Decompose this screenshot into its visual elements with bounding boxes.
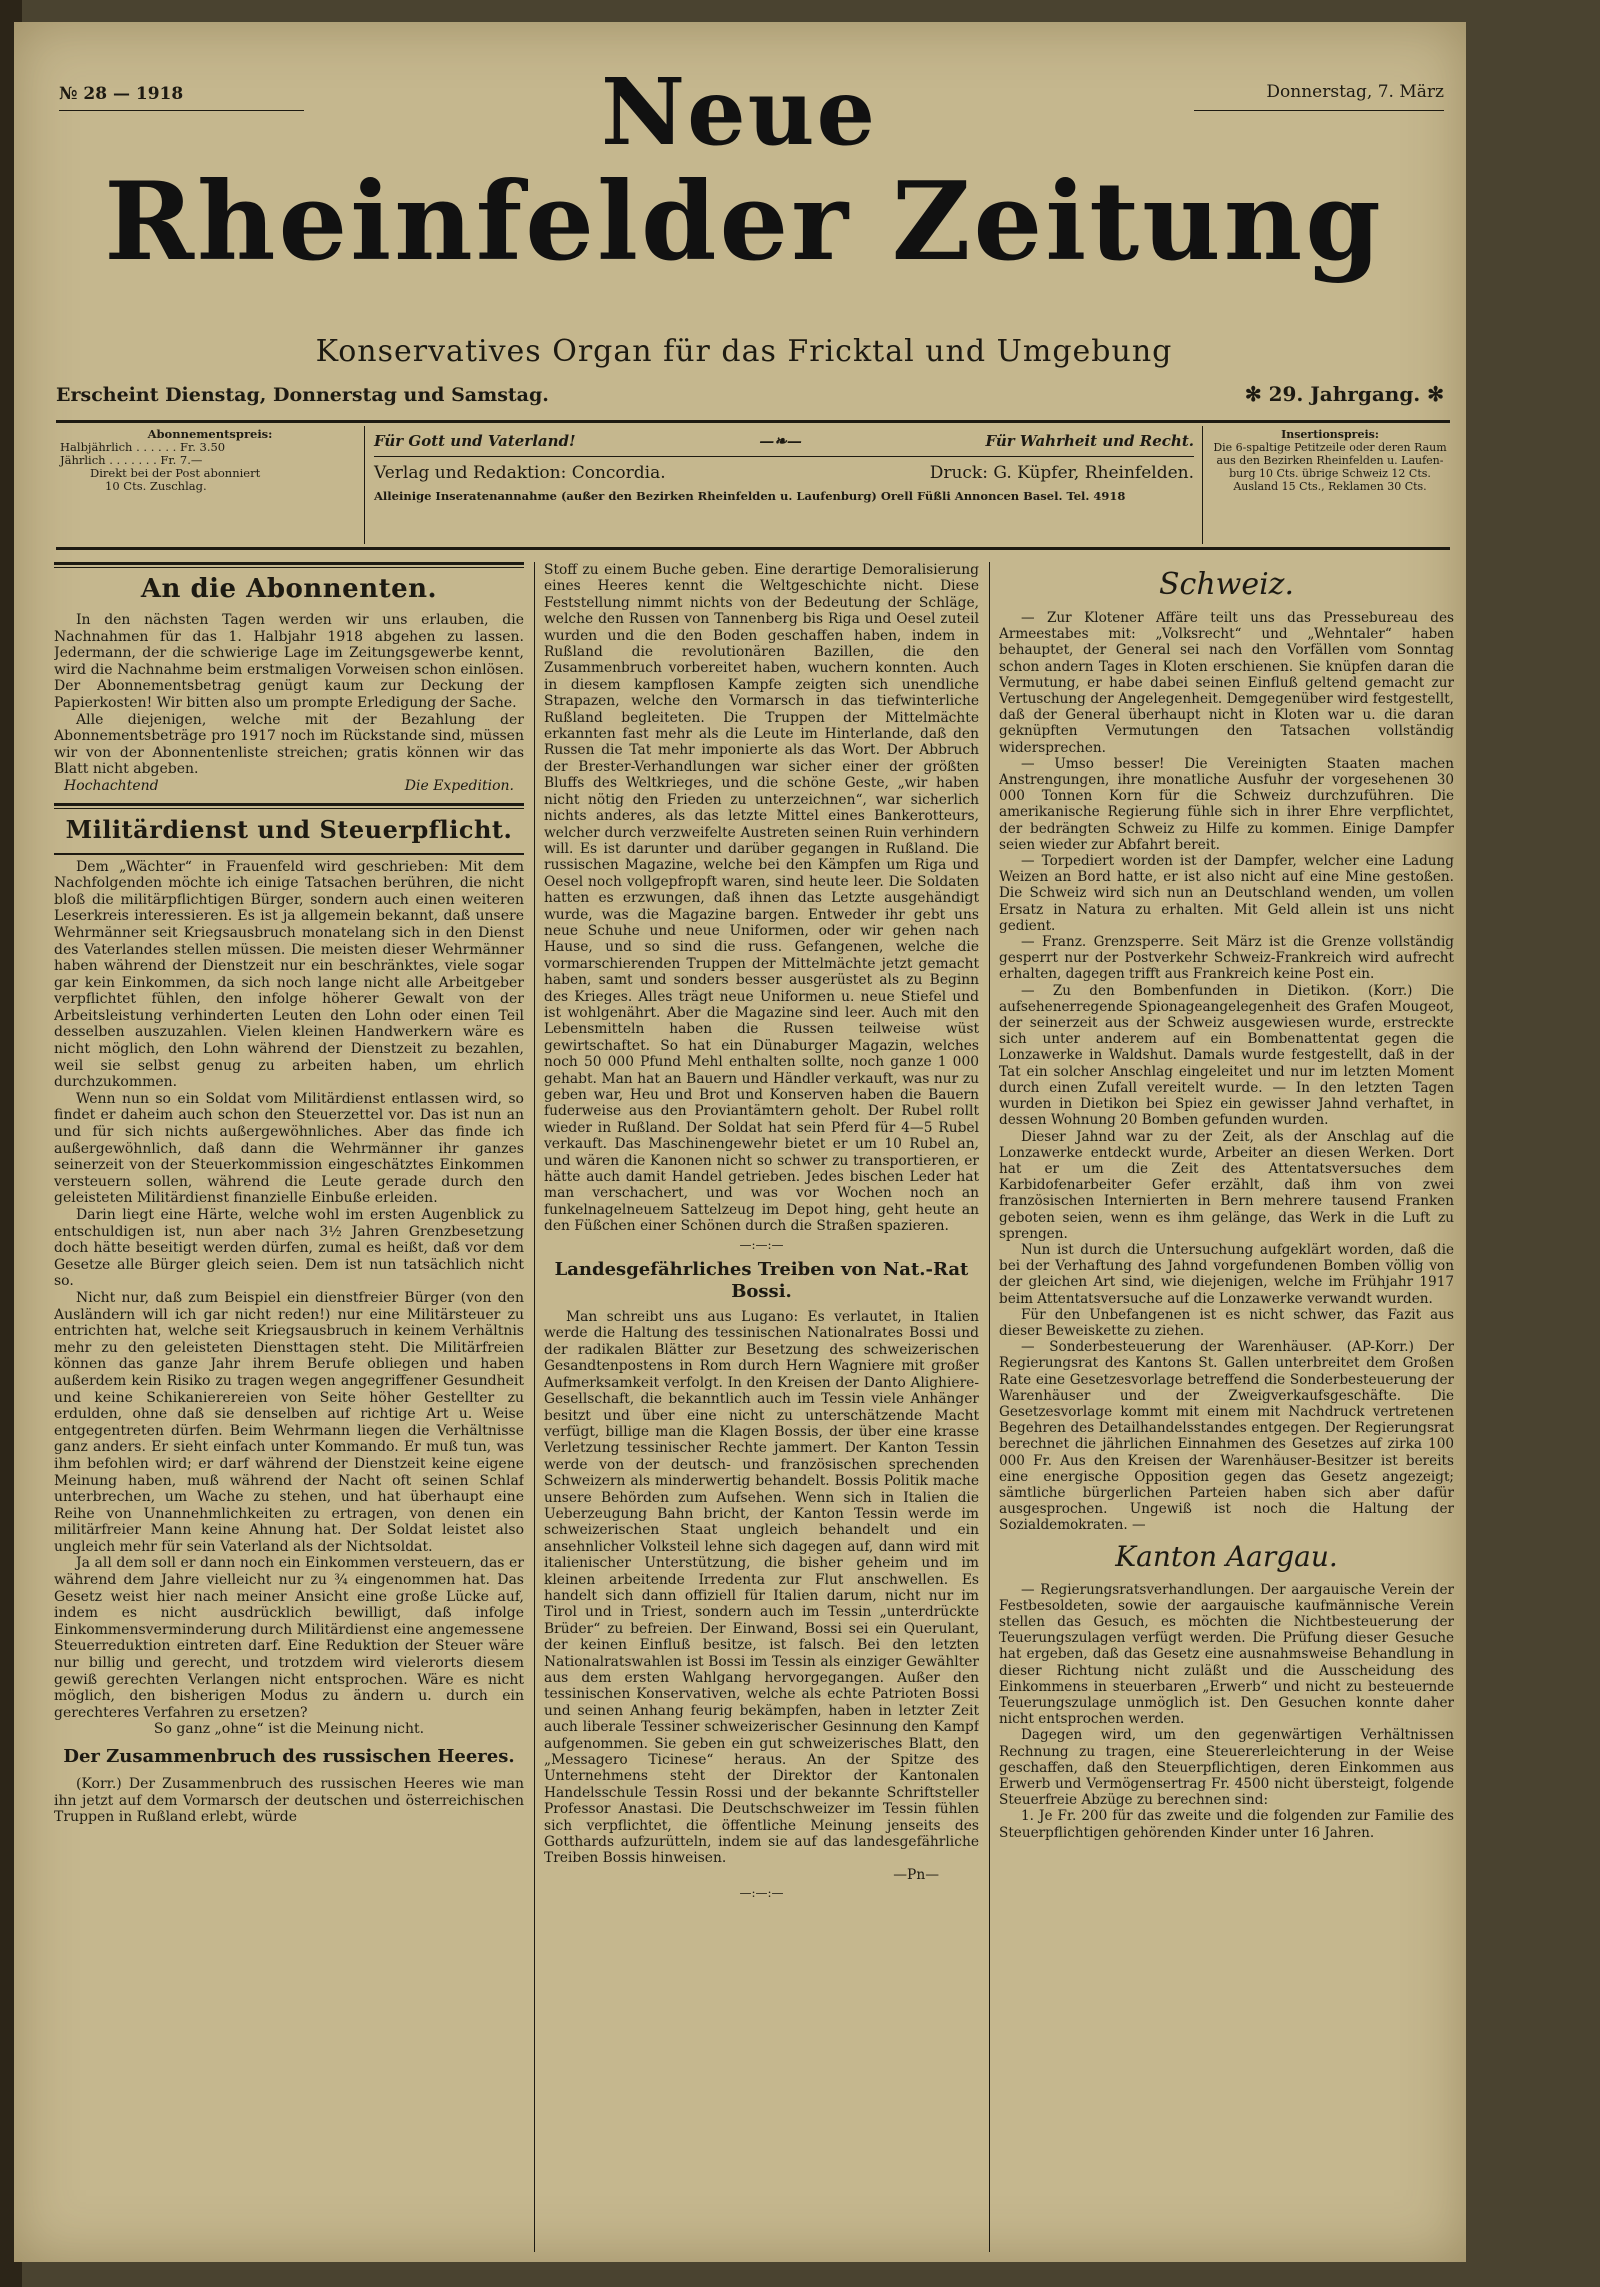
article-paragraph: — Franz. Grenzsperre. Seit März ist die Grenze vollständig gesperrt nur der Postverkehr Schweiz-Frankreich wird aufrecht erhalten, dagegen trifft aus Frankreich keine Post ein.	[999, 934, 1454, 983]
section-separator: —:—:—	[739, 1886, 784, 1901]
subscription-line: Halbjährlich . . . . . . Fr. 3.50	[60, 440, 226, 454]
article-heading: Landesgefährliches Treiben von Nat.-Rat Bossi.	[554, 1259, 969, 1303]
article-paragraph: Alle diejenigen, welche mit der Bezahlung der Abonnementsbeträge pro 1917 noch im Rückstande sind, müssen wir von der Abonnentenliste streichen; gratis können wir das Blatt nicht abgeben.	[54, 711, 524, 778]
heading-rule	[54, 562, 524, 568]
article-paragraph: Dagegen wird, um den gegenwärtigen Verhältnissen Rechnung zu tragen, eine Steuererleichterung in der Weise geschaffen, daß den Steuerpflichtigen, deren Einkommen aus Erwerb und Vermögensertrag Fr. 4500 nicht übersteigt, folgende Steuerfreie Abzüge zu berechnen sind:	[999, 1727, 1454, 1809]
masthead-subtitle: Konservatives Organ für das Fricktal und Umgebung	[315, 334, 1173, 369]
article-paragraph: — Sonderbesteuerung der Warenhäuser. (AP-Korr.) Der Regierungsrat des Kantons St. Gallen unterbreitet dem Großen Rate eine Gesetzesvorlage betreffend die Sonderbesteuerung der Warenhäuser und der Zweigverkaufsgeschäfte. Die Gesetzesvorlage kommt mit einem mit Nachdruck vertretenen Begehren des Detailhandelsstandes entgegen. Der Regierungsrat berechnet die jährlichen Einnahmen des Gesetzes auf zirka 100 000 Fr. Aus den Kreisen der Warenhäuser-Besitzer ist bereits eine energische Opposition gegen das Gesetz angezeigt; sämtliche bürgerlichen Parteien haben sich aber dafür ausgesprochen. Ungewiß ist noch die Haltung der Sozialdemokraten. —	[999, 1339, 1454, 1534]
printer-line: Druck: G. Küpfer, Rheinfelden.	[929, 463, 1194, 483]
article-paragraph: — Torpediert worden ist der Dampfer, welcher eine Ladung Weizen an Bord hatte, er ist also nicht auf eine Mine gestoßen. Die Schweiz wird sich nun an Deutschland wenden, um vollen Ersatz in Natura zu erhalten. Mit Geld allein ist uns nicht gedient.	[999, 853, 1454, 934]
article-heading: An die Abonnenten.	[140, 574, 438, 604]
issue-number: № 28 — 1918	[59, 84, 184, 104]
motto-right: Für Wahrheit und Recht.	[985, 432, 1194, 450]
info-bar-bottom-rule	[56, 547, 1450, 550]
signature-line	[54, 778, 524, 795]
masthead-title-line2: Rheinfelder Zeitung	[104, 159, 1384, 285]
article-paragraph: Nicht nur, daß zum Beispiel ein dienstfreier Bürger (von den Ausländern will ich gar nicht reden!) nur eine Militärsteuer zu entrichten hat, welche seit Kriegsausbruch in keinem Verhältnis mehr zu den geleisteten Diensttagen steht. Die Militärfreien können das ganze Jahr ihrem Berufe obliegen und haben außerdem kein Risiko zu tragen wegen angegriffener Gesundheit und keine Schikanierereien von Seite höher Gestellter zu erdulden, ohne daß sie denselben auf richtige Art u. Weise entgegentreten dürfen. Beim Wehrmann liegen die Verhältnisse ganz anders. Er sieht einfach unter Kommando. Er muß tun, was ihm befohlen wird; er darf während der Dienstzeit keine eigene Meinung haben, muß während der Nacht oft seinen Schlaf unterbrechen, um Wache zu stehen, und hat überhaupt eine Reihe von Unannehmlichkeiten zu ertragen, von denen ein militärfreier Mann keine Ahnung hat. Der Soldat leistet also ungleich mehr für sein Vaterland als der Nichtsoldat.	[54, 1289, 524, 1555]
publisher-line: Verlag und Redaktion: Concordia.	[374, 463, 666, 483]
section-heading: Schweiz.	[1158, 567, 1295, 602]
article-heading: Militärdienst und Steuerpflicht.	[65, 814, 513, 844]
subscription-line: Jährlich . . . . . . . Fr. 7.—	[60, 453, 203, 467]
article-paragraph: Für den Unbefangenen ist es nicht schwer, das Fazit aus dieser Beweiskette zu ziehen.	[999, 1306, 1454, 1339]
article-paragraph: 1. Je Fr. 200 für das zweite und die folgenden zur Familie des Steuerpflichtigen gehörenden Kinder unter 16 Jahren.	[999, 1808, 1454, 1841]
masthead-title-line1: Neue	[600, 58, 878, 166]
issue-date: Donnerstag, 7. März	[1266, 82, 1444, 102]
article-paragraph: Man schreibt uns aus Lugano: Es verlautet, in Italien werde die Haltung des tessinischen Nationalrates Bossi und der radikalen Blätter zur Besetzung des schweizerischen Gesandtenpostens in Rom durch Hern Wagniere mit großer Aufmerksamkeit verfolgt. In den Kreisen der Danto Alighiere-Gesellschaft, die bekanntlich auch im Tessin viele Anhänger besitzt und über eine nicht zu unterschätzende Macht verfügt, billige man die Klagen Bossis, der über eine krasse Verletzung tessinischer Rechte jammert. Der Kanton Tessin werde von der deutsch- und französischen sprechenden Schweizern als minderwertig behandelt. Bossis Politik mache unsere Behörden zum Aufsehen. Wenn sich in Italien die Ueberzeugung Bahn bricht, der Kanton Tessin werde im schweizerischen Staat ungleich behandelt und ein ansehnlicher Volksteil lehne sich dagegen auf, dann wird mit italienischer Unterstützung, die bisher geheim und im kleinen arbeitende Irredenta zur Flut anschwellen. Es handelt sich dann offiziell für Italien darum, nicht nur im Tirol und in Triest, sondern auch im Tessin „unterdrückte Brüder“ zu befreien. Der Einwand, Bossi sei ein Querulant, der keinen Einfluß besitze, ist falsch. Bei den letzten Nationalratswahlen ist Bossi im Tessin als einziger Gewählter aus dem ersten Wahlgang hervorgegangen. Außer den tessinischen Konservativen, welche als echte Patrioten Bossi und seinen Anhang feurig bekämpfen, haben in letzter Zeit auch liberale Tessiner schweizerischer Gesinnung den Kampf aufgenommen. Sie geben ein gut schweizerisches Blatt, den „Messagero Ticinese“ heraus. An der Spitze des Unternehmens steht der Direktor der Kantonalen Handelsschule Tessin Rossi und der bekannte Schriftsteller Professor Anastasi. Die Deutschschweizer im Tessin fühlen sich verpflichtet, die öffentliche Meinung jenseits des Gotthards aufzurütteln, indem sie auf das landesgefährliche Treiben Bossis hinweisen.	[544, 1309, 979, 1867]
heading-rule	[54, 853, 524, 855]
article-paragraph: — Umso besser! Die Vereinigten Staaten machen Anstrengungen, ihre monatliche Ausfuhr der vorgesehenen 30 000 Tonnen Korn für die Schweiz durchzuführen. Die amerikanische Regierung fühle sich in ihrer Ehre verpflichtet, der bedrängten Schweiz zu Hilfe zu kommen. Einige Dampfer seien wieder zur Abfahrt bereit.	[999, 755, 1454, 853]
info-bar-top-rule	[56, 420, 1450, 423]
insertion-title: Insertionspreis:	[1281, 428, 1379, 441]
publication-schedule: Erscheint Dienstag, Donnerstag und Samstag.	[56, 384, 549, 406]
ads-agency-line: Alleinige Inseratenannahme (außer den Bezirken Rheinfelden u. Laufenburg) Orell Füßli Annoncen Basel. Tel. 4918	[374, 489, 1126, 503]
ornament-icon: —❧—	[759, 432, 802, 450]
insertion-line: burg 10 Cts. übrige Schweiz 12 Cts.	[1229, 467, 1431, 480]
column-divider	[989, 562, 990, 2252]
volume-number: ✻ 29. Jahrgang. ✻	[1244, 382, 1444, 406]
author-sign: —Pn—	[893, 1866, 939, 1883]
article-paragraph: (Korr.) Der Zusammenbruch des russischen Heeres wie man ihn jetzt auf dem Vormarsch der deutschen und österreichischen Truppen in Rußland erlebt, würde	[54, 1776, 524, 1826]
article-paragraph: In den nächsten Tagen werden wir uns erlauben, die Nachnahmen für das 1. Halbjahr 1918 abgehen zu lassen. Jedermann, der die schwierige Lage im Zeitungsgewerbe kennt, wird die Nachnahme beim erstmaligen Vorweisen schon einlösen. Der Abonnementsbetrag genügt kaum zur Deckung der Papierkosten! Wir bitten also um prompte Erledigung der Sache.	[54, 612, 524, 711]
subscription-line: Direkt bei der Post abonniert	[90, 466, 261, 480]
section-separator: —:—:—	[739, 1237, 784, 1252]
newspaper-page	[14, 22, 1466, 2262]
column-1	[54, 562, 524, 2257]
column-2	[544, 562, 979, 2257]
article-paragraph: Darin liegt eine Härte, welche wohl im ersten Augenblick zu entschuldigen ist, nun aber nach 3½ Jahren Grenzbesetzung doch hätte beseitigt werden dürfen, zumal es heißt, daß vor dem Gesetze alle Bürger gleich seien. Dem ist nun tatsächlich nicht so.	[54, 1207, 524, 1290]
article-paragraph: Ja all dem soll er dann noch ein Einkommen versteuern, das er während dem Jahre vielleicht nur zu ¾ eingenommen hat. Das Gesetz weist hier nach meiner Ansicht eine große Lücke auf, indem es nicht ausdrücklich bewilligt, daß infolge Einkommensverminderung durch Militärdienst eine angemessene Steuerreduktion eintreten darf. Eine Reduktion der Steuer wäre nur billig und gerecht, und trotzdem wird vielerorts diesem gewiß gerechten Verlangen nicht entsprochen. Wäre es nicht möglich, den bisherigen Modus zu ändern u. durch ein gerechteres Verfahren zu ersetzen?	[54, 1555, 524, 1721]
info-center	[374, 432, 1194, 503]
article-heading: Der Zusammenbruch des russischen Heeres.	[63, 1746, 515, 1767]
article-paragraph: — Regierungsratsverhandlungen. Der aargauische Verein der Festbesoldeten, sowie der aargauische kaufmännische Verein stellen das Gesuch, es möchten die Nichtbesteuerung der Teuerungszulagen verfügt werden. Die Prüfung dieser Gesuche hat ergeben, daß das Gesetz eine ausnahmsweise Behandlung in dieser Richtung nicht zuläßt und die Ausscheidung des Einkommens in steuerbaren „Erwerb“ und nicht zu besteuernde Teuerungszulage unmöglich ist. Den Gesuchen konnte daher nicht entsprochen werden.	[999, 1581, 1454, 1728]
section-heading: Kanton Aargau.	[1115, 1539, 1338, 1573]
masthead-rule-right	[1194, 110, 1444, 111]
article-paragraph: So ganz „ohne“ ist die Meinung nicht.	[153, 1721, 425, 1738]
insertion-price-box	[1210, 428, 1450, 493]
article-paragraph: Nun ist durch die Untersuchung aufgeklärt worden, daß die bei der Verhaftung des Jahnd vorgefundenen Bomben völlig von der gleichen Art sind, wie diejenigen, welche im Frühjahr 1917 beim Attentatsversuche auf die Lonzawerke verwandt wurden.	[999, 1241, 1454, 1307]
insertion-line: Die 6-spaltige Petitzeile oder deren Raum	[1213, 441, 1447, 454]
masthead-rule-left	[59, 110, 304, 111]
heading-rule	[54, 803, 524, 809]
article-paragraph: Dem „Wächter“ in Frauenfeld wird geschrieben: Mit dem Nachfolgenden möchte ich einige Tatsachen berühren, die nicht bloß die militärpflichtigen Bürger, sondern auch einen weiteren Leserkreis interessieren. Es ist ja allgemein bekannt, daß unsere Wehrmänner seit Kriegsausbruch monatelang sich in den Dienst des Vaterlandes stellen müssen. Die meisten dieser Wehrmänner haben während der Dienstzeit nur ein beschränktes, viele sogar gar kein Einkommen, da sich noch lange nicht alle Arbeitgeber verpflichtet fühlen, den infolge höherer Gewalt von der Arbeitsleistung verhinderten Leuten den Lohn oder einen Teil desselben auszuzahlen. Vielen kleinen Handwerkern wäre es nicht möglich, den Lohn während der Dienstzeit zu bezahlen, weil sie selbst genug zu arbeiten haben, um ehrlich durchzukommen.	[54, 858, 524, 1091]
info-divider	[364, 426, 365, 544]
motto-left: Für Gott und Vaterland!	[374, 432, 576, 450]
article-paragraph: Stoff zu einem Buche geben. Eine derartige Demoralisierung eines Heeres kennt die Weltgeschichte nicht. Diese Feststellung nimmt nichts von der Bedeutung der Schläge, welche den Russen von Tannenberg bis Riga und Oesel zuteil wurden und die den Boden geschaffen haben, indem in Rußland die revolutionären Bazillen, die den Zusammenbruch vorbereitet haben, wuchern konnten. Auch in diesem kampflosen Kampfe zeigten sich unendliche Strapazen, welche den Vormarsch in das tiefwinterliche Rußland begleiteten. Die Truppen der Mittelmächte erkannten fast mehr als die Leute im Hinterlande, daß den Russen die Tat mehr imponierte als das Wort. Der Abbruch der Brester-Verhandlungen war sicher einer der größten Bluffs des Weltkrieges, und die schöne Geste, „wir haben nicht nötig den Frieden zu unterzeichnen“, war sicherlich nichts anderes, als das letzte Mittel eines Bankerotteurs, welcher durch verzweifelte Austreten seinen Ruin verhindern will. Es ist darunter und darüber gegangen in Rußland. Die russischen Magazine, welche bei den Kämpfen um Riga und Oesel noch vollgepfropft waren, sind heute leer. Die Soldaten hatten es erzwungen, daß ihnen das Letzte ausgehändigt wurde, was die Magazine bargen. Entweder ihr gebt uns neue Schuhe und neue Uniformen, oder wir gehen nach Hause, und so sind die russ. Gefangenen, welche die vormarschierenden Truppen der Mittelmächte jetzt gemacht haben, samt und sonders besser ausgerüstet als zu Beginn des Krieges. Alles trägt neue Uniformen u. neue Stiefel und ist wohlgenährt. Aber die Magazine sind leer. Auch mit den Lebensmitteln haben die Russen teilweise wüst gewirtschaftet. So hat ein Dünaburger Magazin, welches noch 50 000 Pfund Mehl enthalten sollte, noch ganze 1 000 gehabt. Man hat an Bauern und Händler verkauft, was nur zu geben war, Heu und Brot und Konserven haben die Bauern fuderweise aus den Proviantämtern geholt. Der Rubel rollt wieder in Rußland. Der Soldat hat sein Pferd für 4—5 Rubel verkauft. Das Maschinengewehr bietet er um 10 Rubel an, und wären die Kanonen nicht so schwer zu transportieren, er hätte auch damit Handel getrieben. Jedes bischen Leder hat man verschachert, und was vor Wochen noch an funkelnagelneuem Sattelzeug im Depot hing, geht heute an den Füßchen einer Schönen durch die Straßen spazieren.	[544, 562, 979, 1235]
insertion-line: aus den Bezirken Rheinfelden u. Laufen-	[1216, 454, 1444, 467]
column-divider	[534, 562, 535, 2252]
article-paragraph: Dieser Jahnd war zu der Zeit, als der Anschlag auf die Lonzawerke entdeckt wurde, Arbeiter an diesen Werken. Dort hat er um die Zeit des Attentatsversuches dem Karbidofenarbeiter Gefer erzählt, daß ihm von zwei französischen Internierten in Bern mehrere tausend Franken geboten seien, wenn es ihm gelänge, das Werk in die Luft zu sprengen.	[999, 1128, 1454, 1242]
signature-left: Hochachtend	[64, 777, 159, 794]
article-paragraph: — Zu den Bombenfunden in Dietikon. (Korr.) Die aufsehenerregende Spionageangelegenheit des Grafen Mougeot, der seinerzeit aus der Schweiz ausgewiesen wurde, erstreckte sich unter anderem auf ein Bombenattentat gegen die Lonzawerke in Waldshut. Damals wurde festgestellt, daß in der Tat ein solcher Anschlag eingeleitet und nur im letzten Moment durch einen Zufall vereitelt wurde. — In den letzten Tagen wurden in Dietikon bei Spiez ein gewisser Jahnd verhaftet, in dessen Wohnung 20 Bomben gefunden wurden.	[999, 982, 1454, 1129]
signature-right: Die Expedition.	[404, 777, 514, 794]
info-divider	[1202, 426, 1203, 544]
article-paragraph: Wenn nun so ein Soldat vom Militärdienst entlassen wird, so findet er daheim auch schon den Steuerzettel vor. Das ist nun an und für sich nichts außergewöhnliches. Aber das finde ich außergewöhnlich, daß dann die Wehrmänner ihr ganzes seinerzeit von der Steuerkommission eingeschätztes Einkommen versteuern sollen, während die Leute gerade durch den geleisteten Militärdienst finanzielle Einbuße erleiden.	[54, 1090, 524, 1207]
subscription-box	[60, 428, 360, 493]
column-3	[999, 562, 1454, 2257]
insertion-line: Ausland 15 Cts., Reklamen 30 Cts.	[1233, 480, 1427, 493]
article-paragraph: — Zur Klotener Affäre teilt uns das Pressebureau des Armeestabes mit: „Volksrecht“ und „Wehntaler“ haben behauptet, der General sei nach den Vorfällen vom Sonntag schon andern Tages in Kloten erschienen. Sie knüpfen daran die Vermutung, er habe dabei seinen Einfluß geltend gemacht zur Vertuschung der Angelegenheit. Demgegenüber wird festgestellt, daß der General überhaupt nicht in Kloten war u. die daran geknüpften Vermutungen den Tatsachen vollständig widersprechen.	[999, 610, 1454, 756]
subscription-title: Abonnementspreis:	[147, 427, 273, 441]
subscription-line: 10 Cts. Zuschlag.	[105, 479, 207, 493]
